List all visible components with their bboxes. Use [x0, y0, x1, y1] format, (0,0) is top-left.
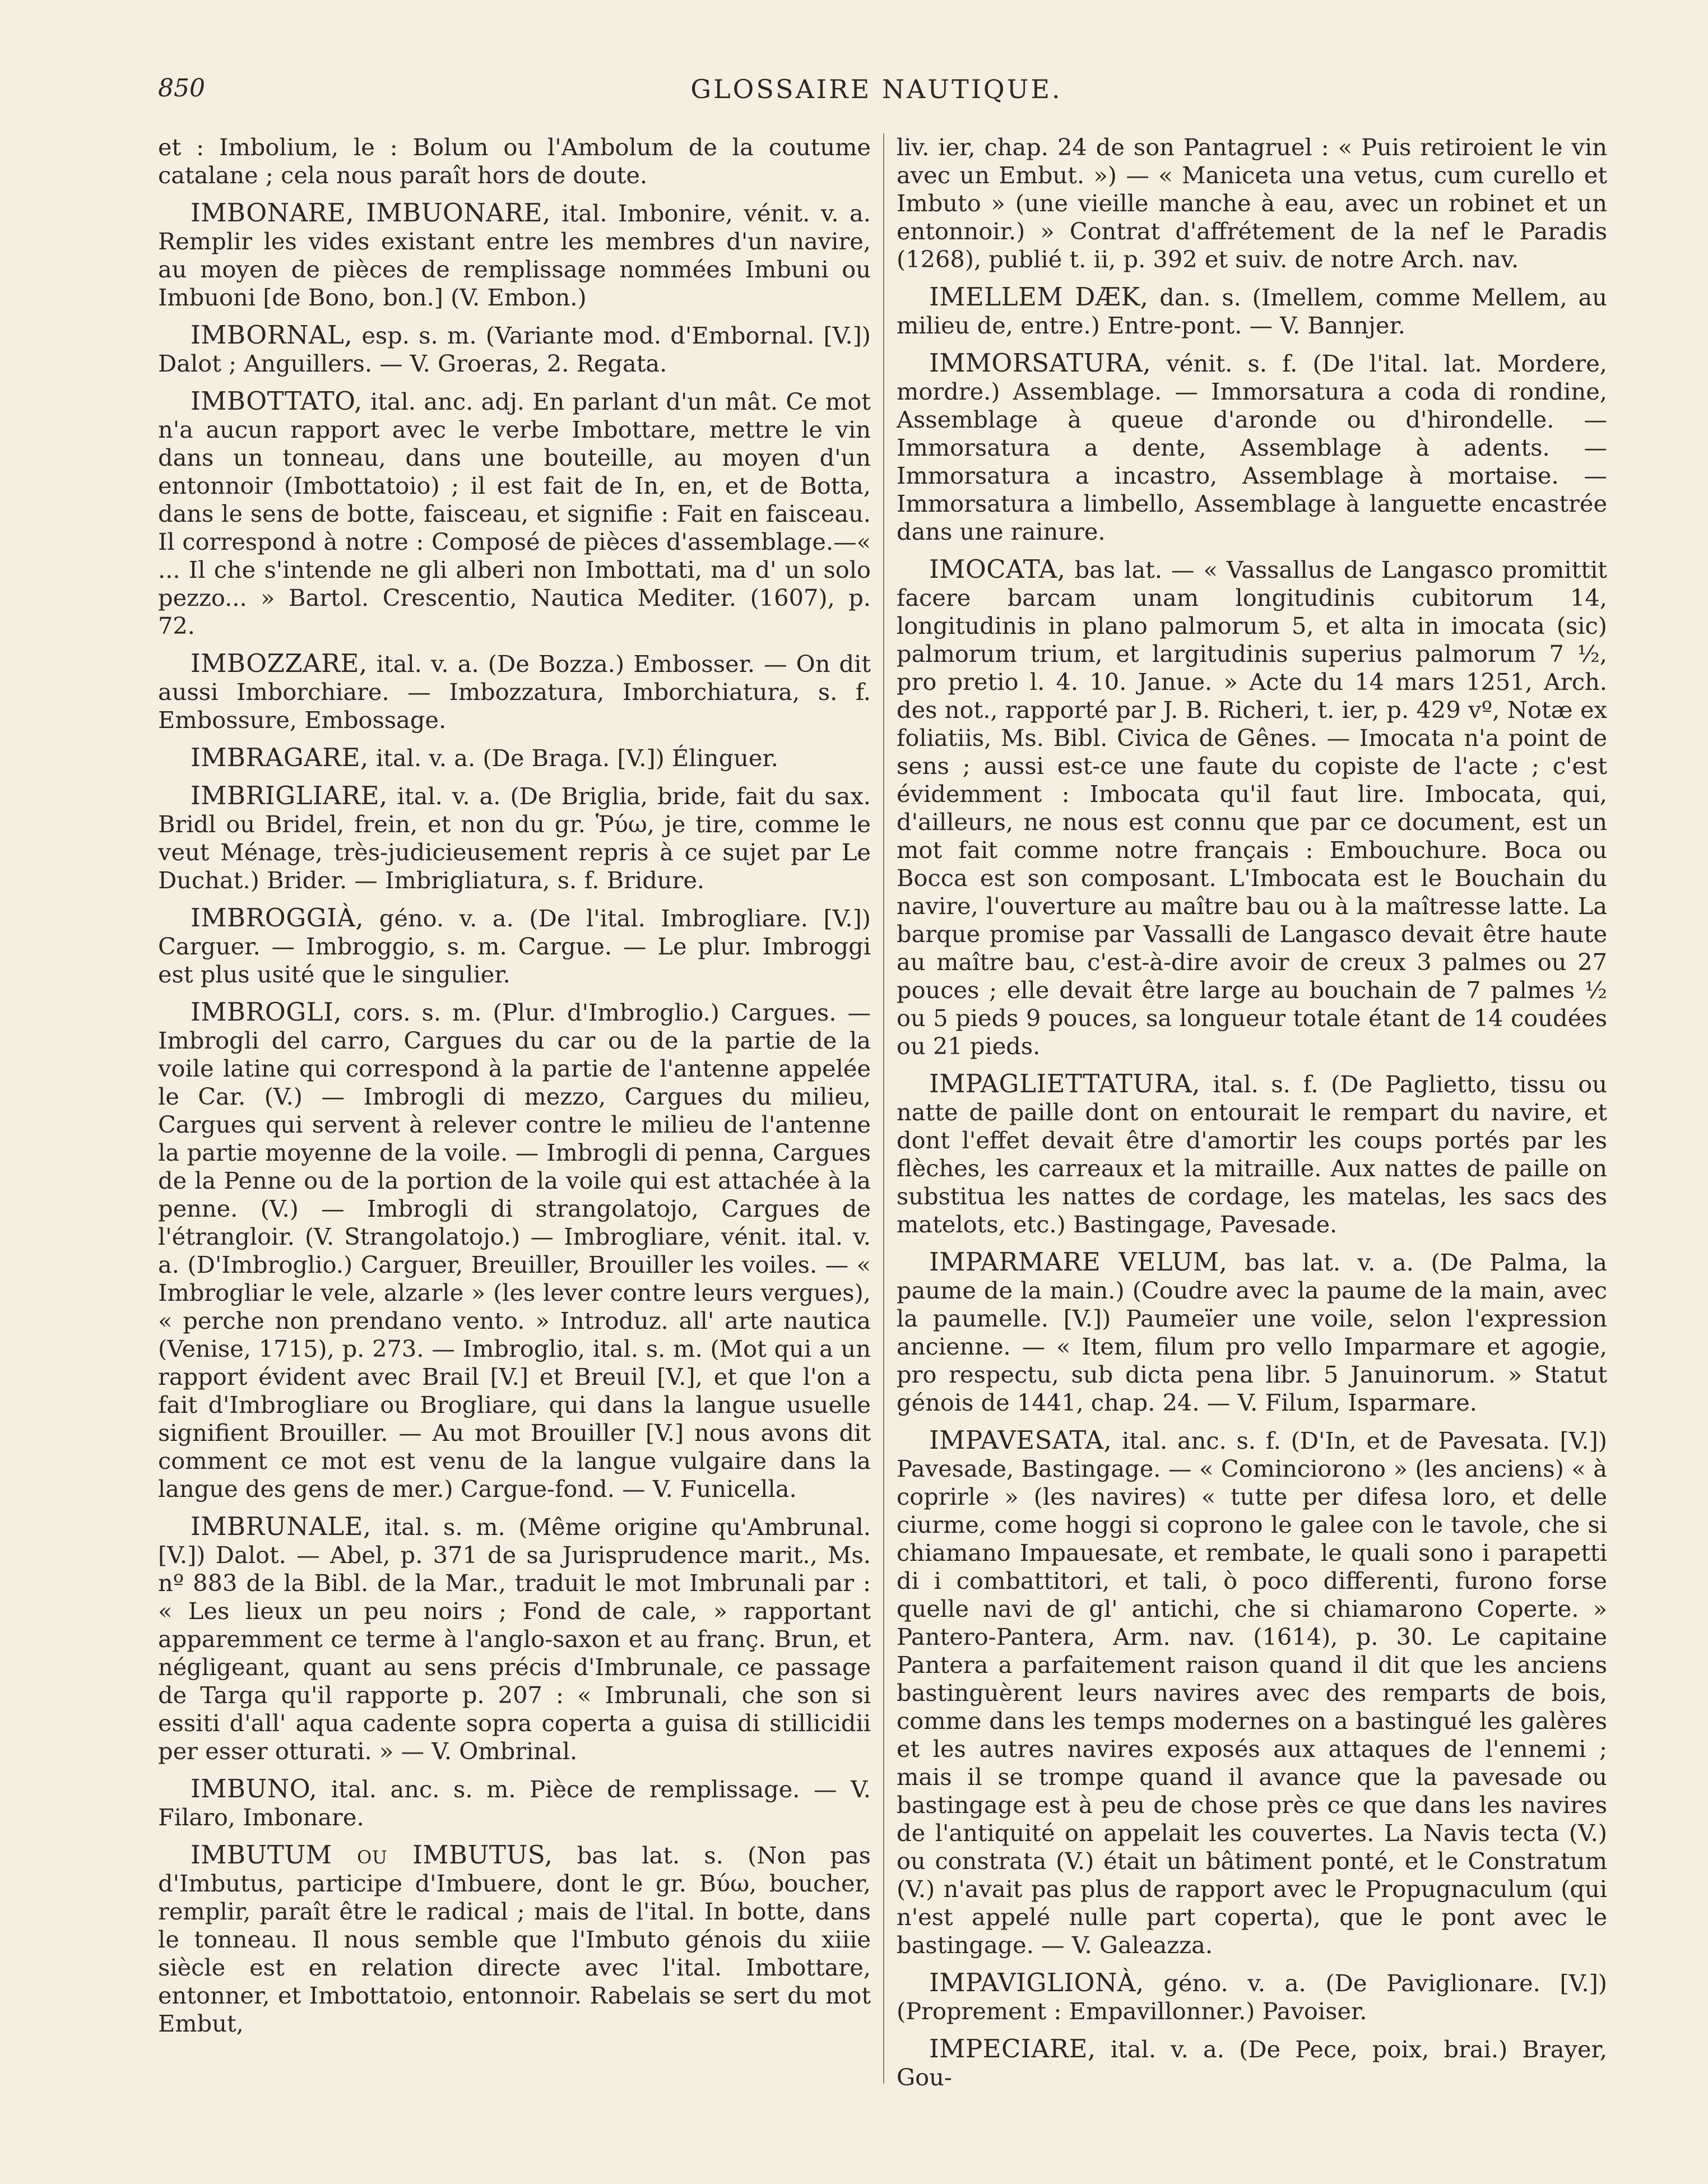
running-title: GLOSSAIRE NAUTIQUE.	[690, 74, 1062, 104]
entry-text: géno. v. a. (De l'ital. Imbrogliare. [V.]) Carguer. — Imbroggio, s. m. Cargue. — Le plur. Imbroggi est plus usité que le singulier.	[158, 905, 871, 988]
entry-headword: IMPAVESATA,	[929, 1425, 1112, 1455]
glossary-entry	[897, 283, 1607, 340]
entry-headword: IMBRAGARE,	[191, 743, 369, 772]
glossary-entry	[897, 1426, 1607, 1959]
entry-text: ital. v. a. (De Bozza.) Embosser. — On dit aussi Imborchiare. — Imbozzatura, Imborchiatura, s. f. Embossure, Embossage.	[158, 650, 871, 734]
entry-text: liv. ier, chap. 24 de son Pantagruel : « Puis retiroient le vin avec un Embut. ») — « Maniceta una vetus, cum curello et Imbuto » (une vieille manche à eau, avec un robinet et un entonnoir.) » Contrat d'affrétement de la nef le Paradis (1268), publié t. ii, p. 392 et suiv. de notre Arch. nav.	[897, 133, 1607, 273]
entry-text: cors. s. m. (Plur. d'Imbroglio.) Cargues. — Imbrogli del carro, Cargues du car ou de la partie de la voile latine qui correspond à la partie de l'antenne appelée le Car. (V.) — Imbrogli di mezzo, Cargues du milieu, Cargues qui servent à relever contre le milieu de l'antenne la partie moyenne de la voile. — Imbrogli di penna, Cargues de la Penne ou de la portion de la voile qui est attachée à la penne. (V.) — Imbrogli di strangolatojo, Cargues de l'étrangloir. (V. Strangolatojo.) — Imbrogliare, vénit. ital. v. a. (D'Imbroglio.) Carguer, Breuiller, Brouiller les voiles. — « Imbrogliar le vele, alzarle » (les lever contre leurs vergues), « perche non prendano vento. » Introduz. all' arte nautica (Venise, 1715), p. 273. — Imbroglio, ital. s. m. (Mot qui a un rapport évident avec Brail [V.] et Breuil [V.], et que l'on a fait d'Imbrogliare ou Brogliare, qui dans la langue usuelle signifient Brouiller. — Au mot Brouiller [V.] nous avons dit comment ce mot est venu de la langue vulgaire dans la langue des gens de mer.) Cargue-fond. — V. Funicella.	[158, 999, 871, 1503]
entry-headword: IMBROGLI,	[191, 997, 342, 1027]
glossary-entry	[897, 1070, 1607, 1239]
glossary-entry	[897, 1248, 1607, 1417]
entry-text: bas lat. v. a. (De Palma, la paume de la main.) (Coudre avec la paume de la main, avec la paumelle. [V.]) Paumeïer une voile, selon l'expression ancienne. — « Item, filum pro vello Imparmare et agogie, pro respectu, sub dicta pena libr. 5 Januinorum. » Statut génois de 1441, chap. 24. — V. Filum, Isparmare.	[897, 1249, 1607, 1416]
glossary-entry	[158, 321, 871, 378]
glossary-entry	[897, 1969, 1607, 2025]
entry-text: ital. v. a. (De Pece, poix, brai.) Brayer, Gou-	[897, 2035, 1607, 2091]
glossary-entry	[158, 1513, 871, 1765]
right-column	[897, 133, 1607, 2151]
glossary-entry	[897, 2035, 1607, 2092]
entry-text: bas lat. s. (Non pas d'Imbutus, participe d'Imbuere, dont le gr. Βύω, boucher, remplir, paraît être le radical ; mais de l'ital. In botte, dans le tonneau. Il nous semble que l'Imbuto génois du xiiie siècle est en relation directe avec l'ital. Imbottare, entonner, et Imbottatoio, entonnoir. Rabelais se sert du mot Embut,	[158, 1842, 871, 2037]
entry-text: ital. v. a. (De Braga. [V.]) Élinguer.	[375, 744, 778, 772]
entry-headword: IMBUNO,	[191, 1774, 318, 1803]
entry-text: et : Imbolium, le : Bolum ou l'Ambolum de la coutume catalane ; cela nous paraît hors de doute.	[158, 133, 871, 189]
glossary-entry	[158, 998, 871, 1503]
entry-headword: IMPAGLIETTATURA,	[929, 1069, 1201, 1098]
glossary-entry	[158, 650, 871, 734]
glossary-entry	[897, 349, 1607, 546]
entry-text: géno. v. a. (De Paviglionare. [V.]) (Proprement : Empavillonner.) Pavoiser.	[897, 1969, 1607, 2025]
glossary-entry	[158, 387, 871, 640]
entry-text: dan. s. (Imellem, comme Mellem, au milieu de, entre.) Entre-pont. — V. Bannjer.	[897, 284, 1607, 339]
entry-text: esp. s. m. (Variante mod. d'Embornal. [V.]) Dalot ; Anguillers. — V. Groeras, 2. Regata.	[158, 322, 871, 377]
page-number: 850	[158, 74, 205, 103]
entry-text: ital. s. f. (De Paglietto, tissu ou natte de paille dont on entourait le rempart du navire, et dont l'effet devait être d'amortir les coups portés par les flèches, les carreaux et la mitraille. Aux nattes de paille on substitua les nattes de cordage, les matelas, les sacs des matelots, etc.) Bastingage, Pavesade.	[897, 1070, 1607, 1238]
entry-text: ital. anc. adj. En parlant d'un mât. Ce mot n'a aucun rapport avec le verbe Imbottare, mettre le vin dans un tonneau, dans une bouteille, au moyen d'un entonnoir (Imbottatoio) ; il est fait de In, en, et de Botta, dans le sens de botte, faisceau, et signifie : Fait en faisceau. Il correspond à notre : Composé de pièces d'assemblage.—« ... Il che s'intende ne gli alberi non Imbottati, ma d' un solo pezzo... » Bartol. Crescentio, Nautica Mediter. (1607), p. 72.	[158, 388, 871, 639]
entry-headword: IMMORSATURA,	[929, 348, 1152, 378]
page-header	[158, 74, 1595, 113]
glossary-entry	[158, 744, 871, 772]
glossary-entry	[158, 782, 871, 894]
entry-headword: IMOCATA,	[929, 554, 1066, 584]
entry-text: ital. anc. s. f. (D'In, et de Pavesata. [V.]) Pavesade, Bastingage. — « Cominciorono » (les anciens) « à coprirle » (les navires) « tutte per difesa loro, et delle ciurme, come hoggi si coprono le galee con le tavole, che si chiamano Impauesate, et rembate, le quali sono i parapetti di i combattitori, et tali, ò poco differenti, furono forse quelle navi de gl' antichi, che si chiamarono Coperte. » Pantero-Pantera, Arm. nav. (1614), p. 30. Le capitaine Pantera a parfaitement raison quand il dit que les anciens bastinguèrent leurs navires avec des remparts de bois, comme dans les temps modernes on a bastingué les galères et les autres navires exposés aux attaques de l'ennemi ; mais il se trompe quand il avance que la pavesade ou bastingage est à peu de chose près ce que dans les navires de l'antiquité on appelait les couvertes. La Navis tecta (V.) ou constrata (V.) était un bâtiment ponté, et le Constratum (V.) n'avait pas plus de rapport avec le Propugnaculum (qui n'est appelé nulle part coperta), que le pont avec le bastingage. — V. Galeazza.	[897, 1427, 1607, 1959]
entry-text: ital. anc. s. m. Pièce de remplissage. — V. Filaro, Imbonare.	[158, 1775, 871, 1831]
entry-headword: IMELLEM DÆK,	[929, 282, 1149, 312]
entry-headword: IMBONARE, IMBUONARE,	[191, 198, 551, 228]
entry-headword: IMBOTTATO,	[191, 386, 363, 416]
entry-text: ital. s. m. (Même origine qu'Ambrunal. [V.]) Dalot. — Abel, p. 371 de sa Jurisprudence marit., Ms. nº 883 de la Bibl. de la Mar., traduit le mot Imbrunali par : « Les lieux un peu noirs ; Fond de cale, » rapportant apparemment ce terme à l'anglo-saxon et au franç. Brun, et négligeant, quant au sens précis d'Imbrunale, ce passage de Targa qu'il rapporte p. 207 : « Imbrunali, che son si essiti d'all' aqua cadente sopra coperta a guisa di stillicidii per esser otturati. » — V. Ombrinal.	[158, 1513, 871, 1765]
left-column	[158, 133, 871, 2151]
entry-headword: IMPARMARE VELUM,	[929, 1247, 1228, 1277]
entry-headword: IMBORNAL,	[191, 320, 353, 350]
entry-headword: IMBRIGLIARE,	[191, 781, 388, 810]
entry-text: bas lat. — « Vassallus de Langasco promittit facere barcam unam longitudinis cubitorum 14, longitudinis in plano palmorum 5, et alta in imocata (sic) palmorum trium, et largitudinis superius palmorum 7 ½, pro pretio l. 4. 10. Janue. » Acte du 14 mars 1251, Arch. des not., rapporté par J. B. Richeri, t. ier, p. 429 vº, Notæ ex foliatiis, Ms. Bibl. Civica de Gênes. — Imocata n'a point de sens ; aussi est-ce une faute du copiste de l'acte ; c'est évidemment : Imbocata qu'il faut lire. Imbocata, qui, d'ailleurs, ne nous est connu que par ce document, est un mot fait comme notre français : Embouchure. Boca ou Bocca est son composant. L'Imbocata est le Bouchain du navire, l'ouverture au maître bau ou à la maîtresse latte. La barque promise par Vassalli de Langasco devait être haute au maître bau, c'est-à-dire avoir de creux 3 palmes ou 27 pouces ; elle devait être large au bouchain de 7 palmes ½ ou 5 pieds 9 pouces, sa longueur totale étant de 14 coudées ou 21 pieds.	[897, 556, 1607, 1060]
entry-continuation	[897, 133, 1607, 273]
entry-headword: IMBRUNALE,	[191, 1511, 372, 1541]
entry-text: vénit. s. f. (De l'ital. lat. Mordere, mordre.) Assemblage. — Immorsatura a coda di rondine, Assemblage à queue d'aronde ou d'hirondelle. — Immorsatura a dente, Assemblage à adents. — Immorsatura a incastro, Assemblage à mortaise. — Immorsatura a limbello, Assemblage à languette encastrée dans une rainure.	[897, 350, 1607, 545]
glossary-entry	[158, 1775, 871, 1831]
entry-text: ital. v. a. (De Briglia, bride, fait du sax. Bridl ou Bridel, frein, et non du gr. Ῥύω, je tire, comme le veut Ménage, très-judicieusement repris à ce sujet par Le Duchat.) Brider. — Imbrigliatura, s. f. Bridure.	[158, 782, 871, 894]
entry-headword: IMBOZZARE,	[191, 648, 368, 678]
entry-headword: IMBROGGIÀ,	[191, 903, 364, 933]
glossary-entry	[158, 904, 871, 989]
entry-headword: IMBUTUM ou IMBUTUS,	[191, 1840, 553, 1870]
glossary-entry	[158, 199, 871, 312]
entry-continuation	[158, 133, 871, 189]
entry-headword: IMPECIARE,	[929, 2034, 1096, 2064]
column-divider	[883, 133, 884, 2084]
glossary-entry	[158, 1841, 871, 2038]
entry-headword: IMPAVIGLIONÀ,	[929, 1968, 1144, 1997]
glossary-entry	[897, 555, 1607, 1060]
entry-text: ital. Imbonire, vénit. v. a. Remplir les vides existant entre les membres d'un navire, au moyen de pièces de remplissage nommées Imbuni ou Imbuoni [de Bono, bon.] (V. Embon.)	[158, 200, 871, 311]
